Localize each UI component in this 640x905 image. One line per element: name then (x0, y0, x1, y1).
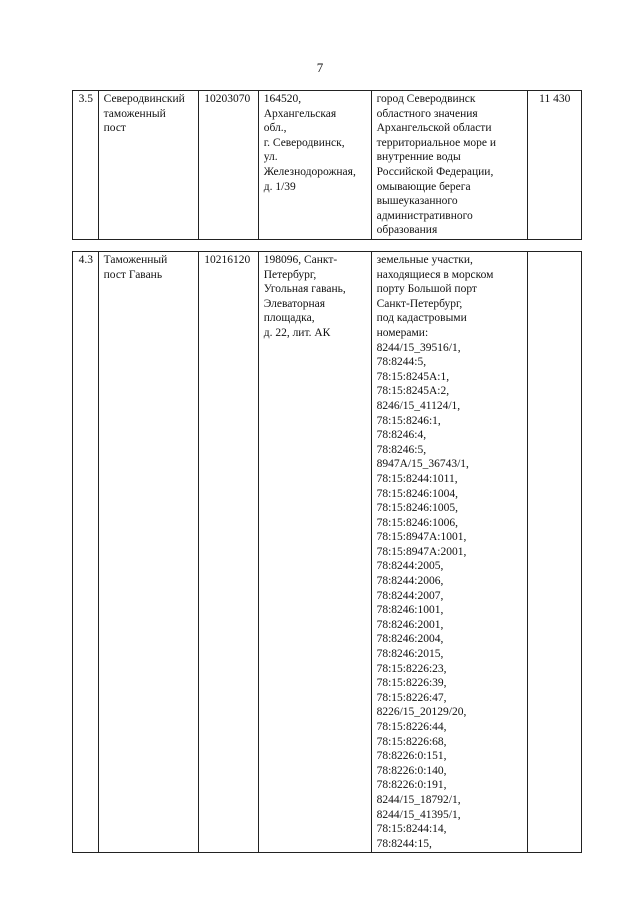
cell-line: 78:15:8245А:1, (376, 370, 450, 383)
customs-post-name-cell (98, 91, 199, 240)
cell-line: номерами: (376, 326, 429, 339)
page-number: 7 (316, 60, 324, 75)
cell-line: 78:15:8244:1011, (376, 472, 458, 485)
cell-line: 78:15:8246:1006, (376, 516, 459, 529)
cell-line: 8244/15_41395/1, (376, 808, 461, 821)
cell-line: порту Большой порт (376, 283, 477, 296)
cell-line: 8246/15_41124/1, (376, 399, 461, 412)
cell-line: 78:8244:2007, (376, 589, 444, 602)
cell-line: 78:15:8246:1004, (376, 487, 459, 500)
cell-line: территориальное море и (376, 136, 497, 149)
cell-line: 78:15:8226:44, (376, 721, 447, 733)
territory-cell (371, 91, 527, 240)
cell-line: Элеваторная (263, 297, 326, 310)
cell-line: 78:8246:2015, (376, 648, 444, 661)
cell-line: земельные участки, (376, 254, 473, 266)
customs-code-cell: 10216120 (199, 252, 259, 853)
cell-line: 78:15:8244:14, (376, 823, 447, 836)
cell-line: 8947А/15_36743/1, (376, 458, 469, 471)
cell-line: д. 1/39 (263, 180, 296, 193)
cell-line: 78:8226:0:191, (376, 779, 447, 792)
cell-line: пост Гавань (103, 268, 163, 281)
cell-line: 78:15:8246:1, (376, 414, 441, 427)
table-row (73, 91, 582, 240)
cell-line: Санкт-Петербург, (376, 297, 463, 310)
registry-table-fragment (72, 90, 582, 240)
cell-line: внутренние воды (376, 151, 461, 164)
customs-post-name-cell (98, 252, 199, 853)
value-cell: 11 430 (527, 91, 581, 240)
cell-line: 78:15:8226:47, (376, 691, 447, 704)
cell-line: областного значения (376, 107, 478, 120)
cell-line: омывающие берега (376, 180, 471, 193)
cell-line: 78:8226:0:140, (376, 764, 447, 777)
table-row (73, 252, 582, 853)
cell-line: 8244/15_18792/1, (376, 793, 461, 806)
cell-line: д. 22, лит. АК (263, 326, 331, 339)
cell-line: пост (103, 122, 126, 135)
cell-line: город Северодвинск (376, 93, 476, 105)
cell-line: 78:8246:2004, (376, 633, 444, 646)
cell-line: 78:15:8947А:1001, (376, 531, 467, 544)
cell-line: 78:15:8226:23, (376, 662, 447, 675)
cell-line: 198096, Санкт- (263, 254, 338, 266)
territory-cell (371, 252, 527, 853)
cell-line: 8244/15_39516/1, (376, 341, 461, 354)
cell-line: под кадастровыми (376, 312, 467, 325)
cell-line: 78:8226:0:151, (376, 750, 447, 763)
cell-line: 78:15:8947А:2001, (376, 545, 467, 558)
registry-table-fragment (72, 251, 582, 853)
cell-line: вышеуказанного (376, 195, 458, 208)
cell-line: Архангельской области (376, 122, 492, 135)
cell-line: 78:8244:2005, (376, 560, 444, 573)
cell-line: Угольная гавань, (263, 283, 346, 296)
cell-line: Северодвинский (103, 93, 185, 105)
cell-line: 78:8246:1001, (376, 604, 444, 617)
cell-line: образования (376, 224, 438, 237)
cell-line: 78:8244:5, (376, 356, 427, 369)
cell-line: обл., (263, 122, 287, 135)
cell-line: административного (376, 209, 473, 222)
cell-line: 78:15:8226:39, (376, 677, 447, 690)
cell-line: 78:8244:2006, (376, 575, 444, 588)
cell-line: находящиеся в морском (376, 268, 494, 281)
address-cell (258, 252, 371, 853)
cell-line: 8226/15_20129/20, (376, 706, 467, 719)
cell-line: г. Северодвинск, (263, 136, 345, 149)
cell-line: 164520, (263, 93, 302, 105)
cell-line: 78:15:8226:68, (376, 735, 447, 748)
customs-code-cell: 10203070 (199, 91, 259, 240)
cell-line: 78:8246:2001, (376, 618, 444, 631)
cell-line: 78:8246:4, (376, 429, 427, 442)
row-number-cell: 4.3 (73, 252, 99, 853)
cell-line: 78:15:8245А:2, (376, 385, 450, 398)
cell-line: площадка, (263, 312, 315, 325)
cell-line: ул. (263, 151, 278, 164)
address-cell (258, 91, 371, 240)
cell-line: Петербург, (263, 268, 317, 281)
cell-line: таможенный (103, 107, 166, 120)
cell-line: 78:15:8246:1005, (376, 502, 459, 515)
cell-line: Архангельская (263, 107, 337, 120)
cell-line: Российской Федерации, (376, 165, 494, 178)
value-cell (527, 252, 581, 853)
row-number-cell: 3.5 (73, 91, 99, 240)
cell-line: 78:8244:15, (376, 837, 432, 850)
cell-line: 78:8246:5, (376, 443, 427, 456)
cell-line: Таможенный (103, 254, 168, 266)
cell-line: Железнодорожная, (263, 165, 356, 178)
